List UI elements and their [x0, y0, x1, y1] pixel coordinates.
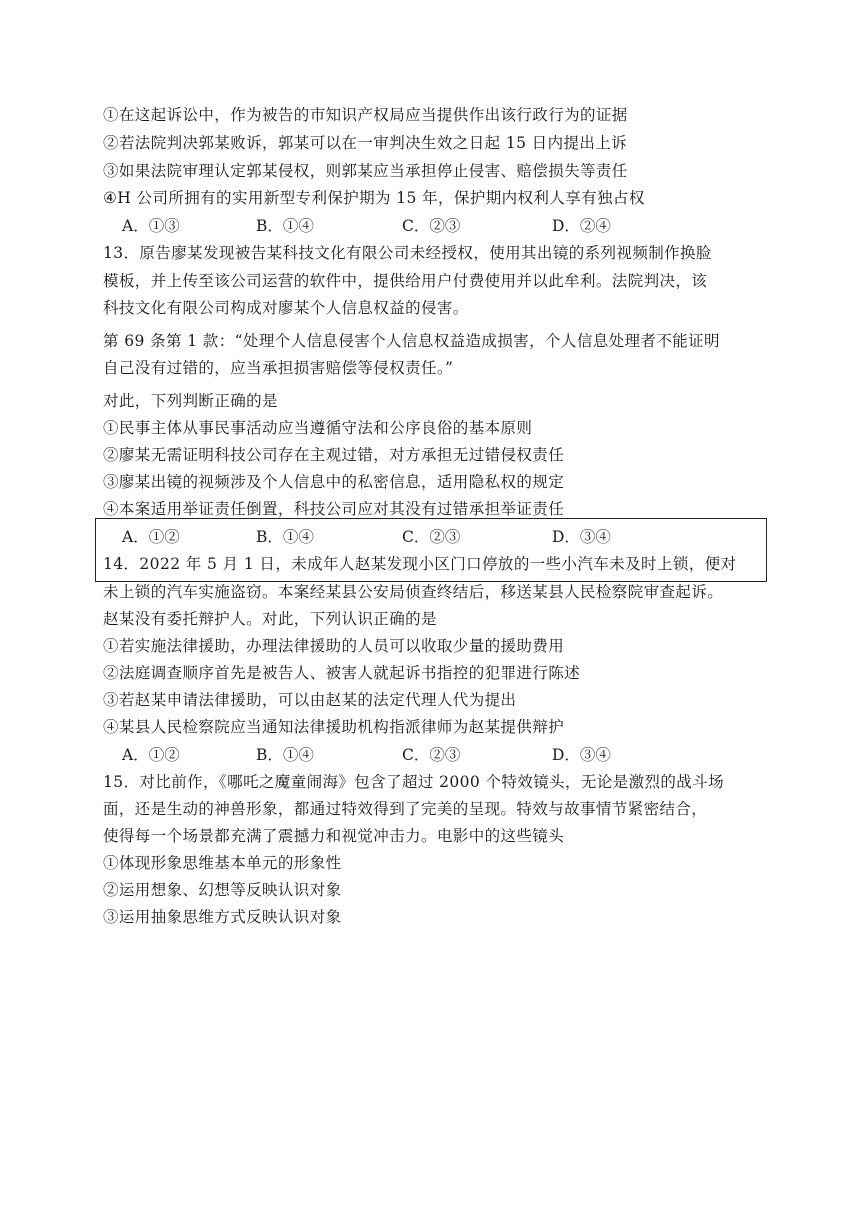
q12-item-1: ①在这起诉讼中，作为被告的市知识产权局应当提供作出该行政行为的证据: [103, 106, 628, 124]
q12-option-d: D．②④: [552, 217, 611, 235]
q13-quote-2: 自己没有过错的，应当承担损害赔偿等侵权责任。”: [103, 359, 454, 377]
q14-stem-1: 14．2022 年 5 月 1 日，未成年人赵某发现小区门口停放的一些小汽车未及时上锁，便对: [103, 555, 737, 573]
q14-stem-3: 赵某没有委托辩护人。对此，下列认识正确的是: [103, 610, 437, 628]
q12-option-a: A．①③: [122, 217, 180, 235]
q13-item-2: ②廖某无需证明科技公司存在主观过错，对方承担无过错侵权责任: [103, 446, 565, 464]
q14-option-a: A．①②: [122, 746, 180, 764]
q12-item-2: ②若法院判决郭某败诉，郭某可以在一审判决生效之日起 15 日内提出上诉: [103, 134, 628, 152]
q14-option-c: C．②③: [402, 746, 461, 764]
q15-stem-3: 使得每一个场景都充满了震撼力和视觉冲击力。电影中的这些镜头: [103, 827, 565, 845]
q13-item-4: ④本案适用举证责任倒置，科技公司应对其没有过错承担举证责任: [103, 500, 565, 518]
q13-item-3: ③廖某出镜的视频涉及个人信息中的私密信息，适用隐私权的规定: [103, 473, 565, 491]
q15-stem-1: 15．对比前作，《哪吒之魔童闹海》包含了超过 2000 个特效镜头，无论是激烈的战斗场: [103, 773, 724, 791]
q13-stem-2: 模板，并上传至该公司运营的软件中，提供给用户付费使用并以此牟利。法院判决，该: [103, 272, 708, 290]
q12-option-c: C．②③: [402, 217, 461, 235]
q13-option-a: A．①②: [122, 528, 180, 546]
q13-item-1: ①民事主体从事民事活动应当遵循守法和公序良俗的基本原则: [103, 419, 533, 437]
q13-option-d: D．③④: [552, 528, 611, 546]
q13-option-b: B．①④: [256, 528, 314, 546]
q15-stem-2: 面，还是生动的神兽形象，都通过特效得到了完美的呈现。特效与故事情节紧密结合，: [103, 800, 708, 818]
q14-item-3: ③若赵某申请法律援助，可以由赵某的法定代理人代为提出: [103, 691, 517, 709]
q14-option-b: B．①④: [256, 746, 314, 764]
q14-item-1: ①若实施法律援助，办理法律援助的人员可以收取少量的援助费用: [103, 637, 565, 655]
q12-option-b: B．①④: [256, 217, 314, 235]
q15-item-3: ③运用抽象思维方式反映认识对象: [103, 908, 342, 926]
q13-option-c: C．②③: [402, 528, 461, 546]
q14-item-4: ④某县人民检察院应当通知法律援助机构指派律师为赵某提供辩护: [103, 718, 565, 736]
q13-quote-1: 第 69 条第 1 款：“处理个人信息侵害个人信息权益造成损害，个人信息处理者不能证明: [103, 332, 720, 350]
q14-item-2: ②法庭调查顺序首先是被告人、被害人就起诉书指控的犯罪进行陈述: [103, 664, 581, 682]
q14-option-d: D．③④: [552, 746, 611, 764]
q13-question: 对此，下列判断正确的是: [103, 392, 278, 410]
q15-item-2: ②运用想象、幻想等反映认识对象: [103, 881, 342, 899]
q15-item-1: ①体现形象思维基本单元的形象性: [103, 854, 342, 872]
q14-stem-2: 未上锁的汽车实施盗窃。本案经某县公安局侦查终结后，移送某县人民检察院审查起诉。: [103, 583, 724, 601]
q13-stem-1: 13．原告廖某发现被告某科技文化有限公司未经授权，使用其出镜的系列视频制作换脸: [103, 244, 712, 262]
q12-item-4: ④H 公司所拥有的实用新型专利保护期为 15 年，保护期内权利人享有独占权: [103, 189, 645, 207]
q12-item-3: ③如果法院审理认定郭某侵权，则郭某应当承担停止侵害、赔偿损失等责任: [103, 162, 628, 180]
q13-stem-3: 科技文化有限公司构成对廖某个人信息权益的侵害。: [103, 299, 469, 317]
